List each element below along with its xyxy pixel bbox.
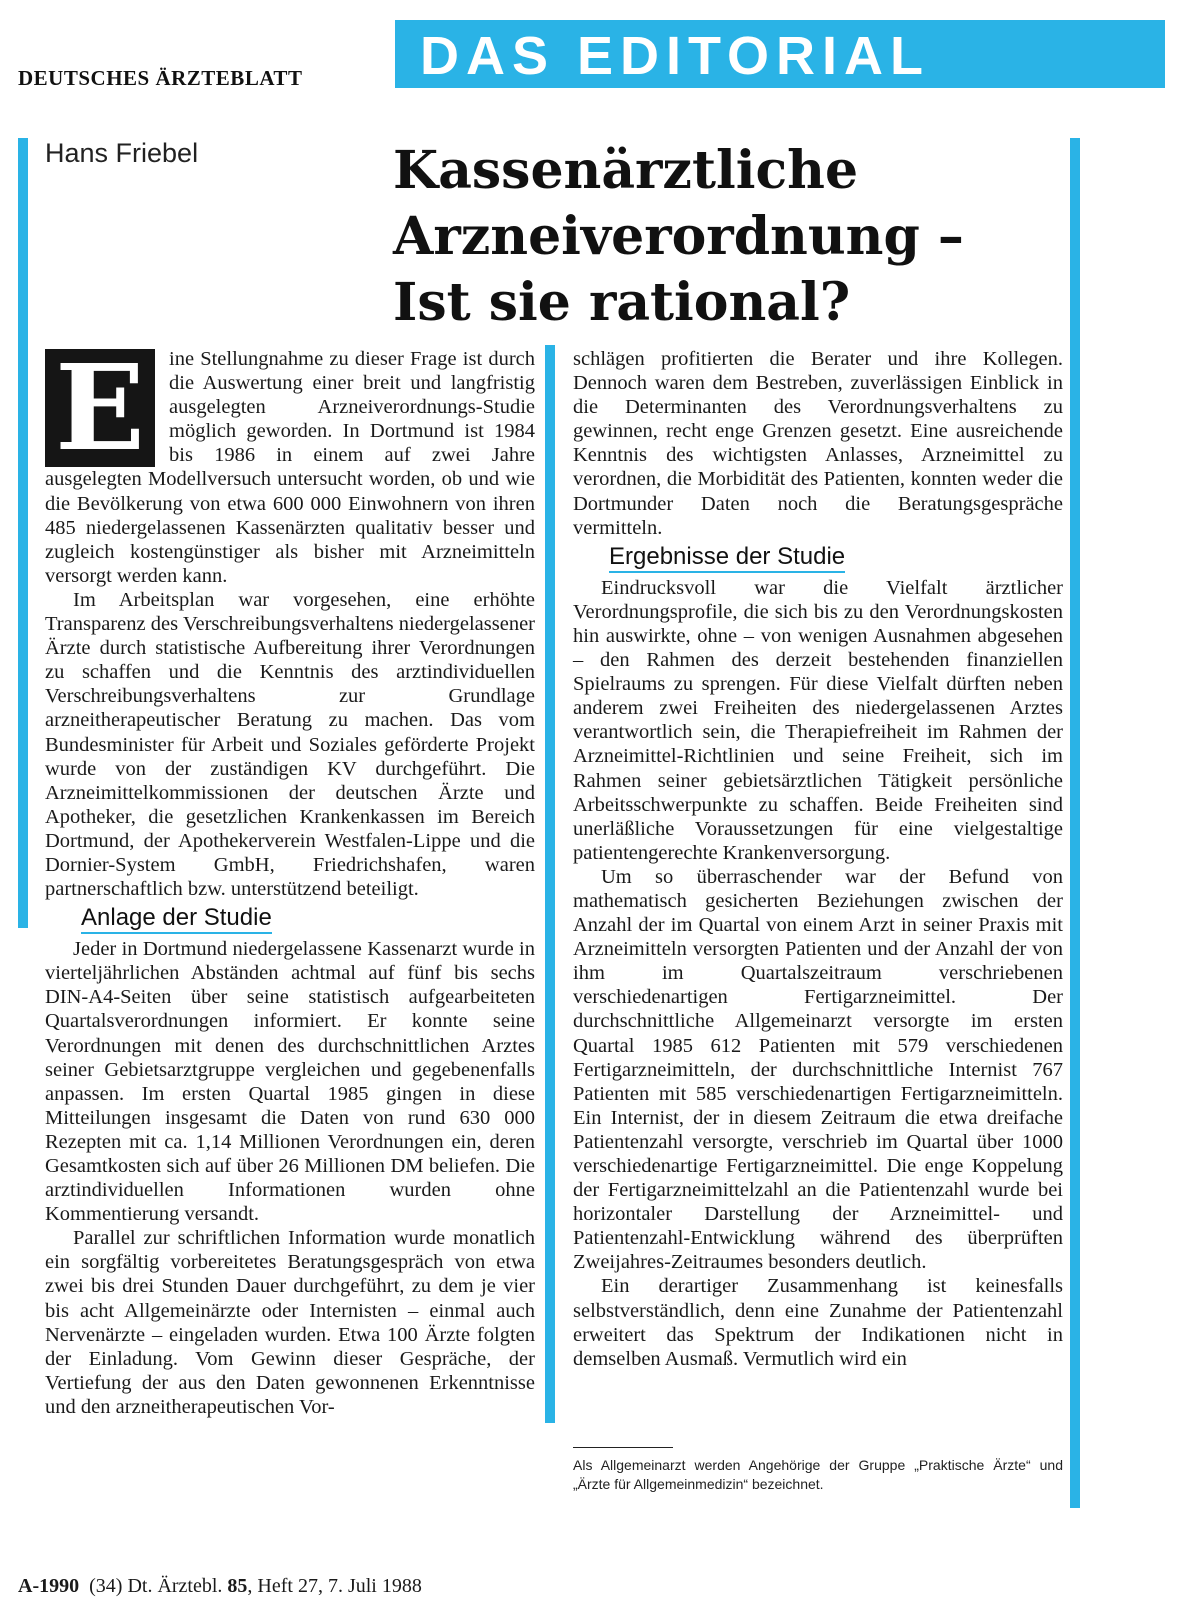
paragraph: Um so überraschender war der Befund von mathematisch gesicherten Beziehungen zwischen der Anzahl der im Quartal von einem Arzt in seiner Praxis mit Arzneimitteln versorgten Patienten und der Anzahl der von ihm im Quartalszeitraum verschriebenen verschiedenartigen Fertigarzneimittel. Der durchschnittliche Allgemeinarzt versorgte im ersten Quartal 1985 612 Patienten mit 579 verschiedenen Fertigarzneimitteln, der durchschnittliche Internist 767 Patienten mit 585 verschiedenartigen Fertigarzneimitteln. Ein Internist, der in diesem Zeitraum die etwa dreifache Patientenzahl versorgte, verschrieb im Quartal über 1000 verschiedenartige Fertigarzneimittel. Die enge Koppelung der Fertigarzneimittelzahl an die Patientenzahl wurde bei horizontaler Darstellung der Arzneimittel- und Patientenzahl-Entwicklung während des überprüften Zweijahres-Zeitraumes besonders deutlich. [573,865,1063,1274]
paragraph: Ein derartiger Zusammenhang ist keinesfalls selbstverständlich, denn eine Zunahme der Patientenzahl erweitert das Spektrum der Indikationen nicht in demselben Ausmaß. Vermutlich wird ein [573,1275,1063,1370]
subheading-anlage [45,903,535,933]
footer-journal: Dt. Ärztebl. [127,1575,223,1597]
footnote-rule [573,1447,673,1448]
intro-paragraph [45,338,535,588]
column-right [573,347,1063,1371]
column-left [45,338,535,1419]
subheading-text: Ergebnisse der Studie [609,543,845,573]
right-accent-rule [1070,138,1080,1508]
headline-line-2: Arzneiverordnung – [393,206,964,267]
headline-line-1: Kassenärztliche [393,140,859,201]
footnote: Als Allgemeinarzt werden Angehörige der Gruppe „Praktische Ärzte“ und „Ärzte für Allgemeinmedizin“ bezeichnet. [573,1457,1063,1492]
intro-text: ine Stellungnahme zu dieser Frage ist durch die Auswertung einer breit und langfristig ausgelegten Arzneiverordnungs-Studie möglich geworden. In Dortmund ist 1984 bis 1986 in einem auf zwei Jahre ausgelegten Modellversuch untersucht worden, ob und wie die Bevölkerung von etwa 600 000 Einwohnern von ihren 485 niedergelassenen Kassenärzten qualitativ besser und zugleich kostengünstiger als bisher mit Arzneimitteln versorgt werden kann. [45,348,535,587]
footer-volume: 85 [227,1575,248,1597]
paragraph: Parallel zur schriftlichen Information wurde monatlich ein sorgfältig vorbereitetes Beratungsgespräch von etwa zwei bis drei Stunden Dauer durchgeführt, zu dem je vier bis acht Allgemeinärzte oder Internisten – einmal auch Nervenärzte – eingeladen wurden. Etwa 100 Ärzte folgten der Einladung. Vom Gewinn dieser Gespräche, der Vertiefung der aus den Daten gewonnenen Erkenntnisse und den arzneitherapeutischen Vor- [45,1227,535,1418]
journal-name: DEUTSCHES ÄRZTEBLATT [18,66,303,90]
page-number: A-1990 [18,1575,80,1597]
paragraph: Jeder in Dortmund niedergelassene Kassenarzt wurde in vierteljährlichen Abständen achtmal auf fünf bis sechs DIN-A4-Seiten über seine statistisch aufgearbeiteten Quartalsverordnungen informiert. Er konnte seine Verordnungen mit denen des durchschnittlichen Arztes seiner Gebietsarztgruppe vergleichen und gegebenenfalls anpassen. Im ersten Quartal 1985 gingen in diese Mitteilungen insgesamt die Daten von rund 630 000 Rezepten mit ca. 1,14 Millionen Verordnungen ein, deren Gesamtkosten sich auf über 26 Millionen DM beliefen. Die arztindividuellen Informationen wurden ohne Kommentierung versandt. [45,938,535,1226]
paragraph: schlägen profitierten die Berater und ihre Kollegen. Dennoch waren dem Bestreben, zuverlässigen Einblick in die Determinanten des Verordnungsverhaltens zu gewinnen, recht enge Grenzen gesetzt. Eine ausreichende Kenntnis des wichtigsten Anlasses, Arzneimittel zu verordnen, die Morbidität des Patienten, konnten weder die Dortmunder Daten noch die Beratungsgespräche vermitteln. [573,348,1063,539]
page-footer [18,1575,422,1598]
paragraph: Eindrucksvoll war die Vielfalt ärztlicher Verordnungsprofile, die sich bis zu den Verordnungskosten hin auswirkte, ohne – von wenigen Ausnahmen abgesehen – den Rahmen des derzeit bestehenden finanziellen Spielraums zu sprengen. Für diese Vielfalt dürften neben anderem zwei Freiheiten des niedergelassenen Arztes verantwortlich sein, die Therapiefreiheit im Rahmen der Arzneimittel-Richtlinien und seine Freiheit, sich im Rahmen seiner gebietsärztlichen Tätigkeit persönliche Arbeitsschwerpunkte zu schaffen. Beide Freiheiten sind unerläßliche Voraussetzungen für eine vielgestaltige patientengerechte Krankenversorgung. [573,576,1063,864]
page-paren: (34) [89,1575,123,1597]
author-name: Hans Friebel [45,138,199,168]
section-title: DAS EDITORIAL [420,26,931,86]
drop-cap: E [45,349,155,467]
paragraph: Im Arbeitsplan war vorgesehen, eine erhöhte Transparenz des Verschreibungsverhaltens niedergelassener Ärzte durch statistische Aufbereitung ihrer Verordnungen zu schaffen und die Kenntnis des arztindividuellen Verschreibungsverhaltens zur Grundlage arzneitherapeutischer Beratung zu machen. Das vom Bundesminister für Arbeit und Soziales geförderte Projekt wurde von der zuständigen KV durchgeführt. Die Arzneimittelkommissionen der deutschen Ärzte und Apotheker, die gesetzlichen Krankenkassen im Bereich Dortmund, der Apothekerverein Westfalen-Lippe und die Dornier-System GmbH, Friedrichshafen, waren partnerschaftlich bzw. unterstützend beteiligt. [45,588,535,901]
headline [393,138,1133,336]
subheading-text: Anlage der Studie [81,904,272,934]
headline-line-3: Ist sie rational? [393,272,851,333]
center-accent-rule [545,345,555,1423]
left-accent-rule [18,138,28,928]
footer-issue: , Heft 27, 7. Juli 1988 [247,1575,422,1597]
subheading-ergebnisse [573,542,1063,572]
